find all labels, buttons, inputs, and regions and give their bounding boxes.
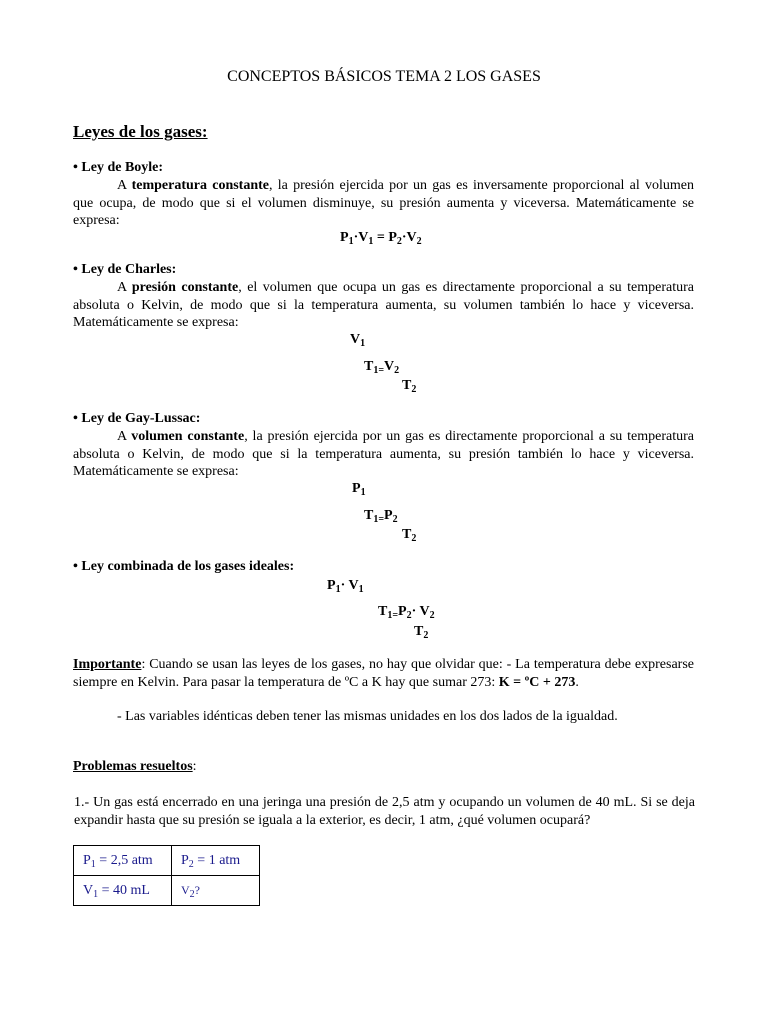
combinada-formula-bottom: $T_2$ xyxy=(414,624,429,641)
charles-formula-top: $V_1$ xyxy=(350,332,366,349)
charles-paragraph xyxy=(73,279,694,332)
combinada-formula-mid: $T_{1=}P_2\cdot V_2$ xyxy=(378,604,435,621)
gay-lussac-formula-top: $P_1$ xyxy=(352,481,366,498)
boyle-formula: $P_1\cdot V_1 = P_2\cdot V_2$ xyxy=(340,230,422,247)
table-row xyxy=(74,846,260,876)
problemas-heading-text: Problemas resueltos xyxy=(73,759,193,774)
table-cell-p2: $P_2 = 1$ atm xyxy=(172,846,260,876)
charles-formula-bottom: $T_2$ xyxy=(402,378,417,395)
boyle-intro: A xyxy=(117,178,132,193)
boyle-bold: temperatura constante xyxy=(131,178,270,193)
gay-lussac-bold: volumen constante xyxy=(131,429,245,444)
table-cell-p1: $P_1 = 2,5$ atm xyxy=(74,846,172,876)
gay-lussac-intro: A xyxy=(117,429,132,444)
gay-lussac-heading: • Ley de Gay-Lussac: xyxy=(73,411,201,426)
charles-formula-mid: $T_{1=}V_2$ xyxy=(364,359,400,376)
charles-bold: presión constante xyxy=(131,280,239,295)
importante-formula: K = ºC + 273 xyxy=(498,674,576,690)
combinada-formula-top: $P_1\cdot V_1$ xyxy=(327,578,364,595)
boyle-text: , la presión ejercida por un gas es inversamente proporcional al volumen que ocupa, de modo que si el volumen disminuye, su presión aumenta y viceversa. Matemáticamente se expresa: xyxy=(73,178,694,228)
importante-text2: . xyxy=(575,674,579,690)
table-cell-v1: $V_1 = 40$ mL xyxy=(74,876,172,906)
gay-lussac-formula-mid: $T_{1=}P_2$ xyxy=(364,508,398,525)
charles-intro: A xyxy=(117,280,132,295)
importante-note: - Las variables idénticas deben tener las mismas unidades en los dos lados de la igualdad. xyxy=(117,709,618,724)
section-heading: Leyes de los gases: xyxy=(73,122,208,141)
gay-lussac-paragraph xyxy=(73,428,694,481)
charles-heading: • Ley de Charles: xyxy=(73,262,177,277)
table-row xyxy=(74,876,260,906)
charles-text: , el volumen que ocupa un gas es directamente proporcional a su temperatura absoluta o Kelvin, de modo que si la temperatura aumenta, su volumen también lo hace y viceversa. Matemáticamente se expresa: xyxy=(73,280,695,330)
boyle-heading: • Ley de Boyle: xyxy=(73,160,164,175)
combinada-heading: • Ley combinada de los gases ideales: xyxy=(73,559,295,574)
table-cell-v2: $V_2$? xyxy=(172,876,260,906)
gay-lussac-formula-bottom: $T_2$ xyxy=(402,527,417,544)
problemas-heading: Problemas resueltos: xyxy=(73,759,197,774)
importante-paragraph xyxy=(73,656,694,691)
problem-1-statement: 1.- Un gas está encerrado en una jeringa una presión de 2,5 atm y ocupando un volumen de 40 mL. Si se deja expandir hasta que su presión se iguala a la exterior, es decir, 1 atm, ¿qué volumen ocupará? xyxy=(74,795,695,828)
gay-lussac-text: , la presión ejercida por un gas es directamente proporcional a su temperatura absoluta o Kelvin, de modo que si la temperatura aumenta, su presión también lo hace y viceversa. Matemáticamente se expresa: xyxy=(73,429,694,479)
page-title: CONCEPTOS BÁSICOS TEMA 2 LOS GASES xyxy=(227,68,541,85)
problem-1-data-table xyxy=(73,845,260,906)
boyle-paragraph xyxy=(73,177,694,230)
importante-label: Importante xyxy=(73,657,142,672)
importante-text1: : Cuando se usan las leyes de los gases, no hay que olvidar que: - La temperatura debe expresarse siempre en Kelvin. Para pasar la temperatura de ºC a K hay que sumar 273: xyxy=(73,657,694,690)
